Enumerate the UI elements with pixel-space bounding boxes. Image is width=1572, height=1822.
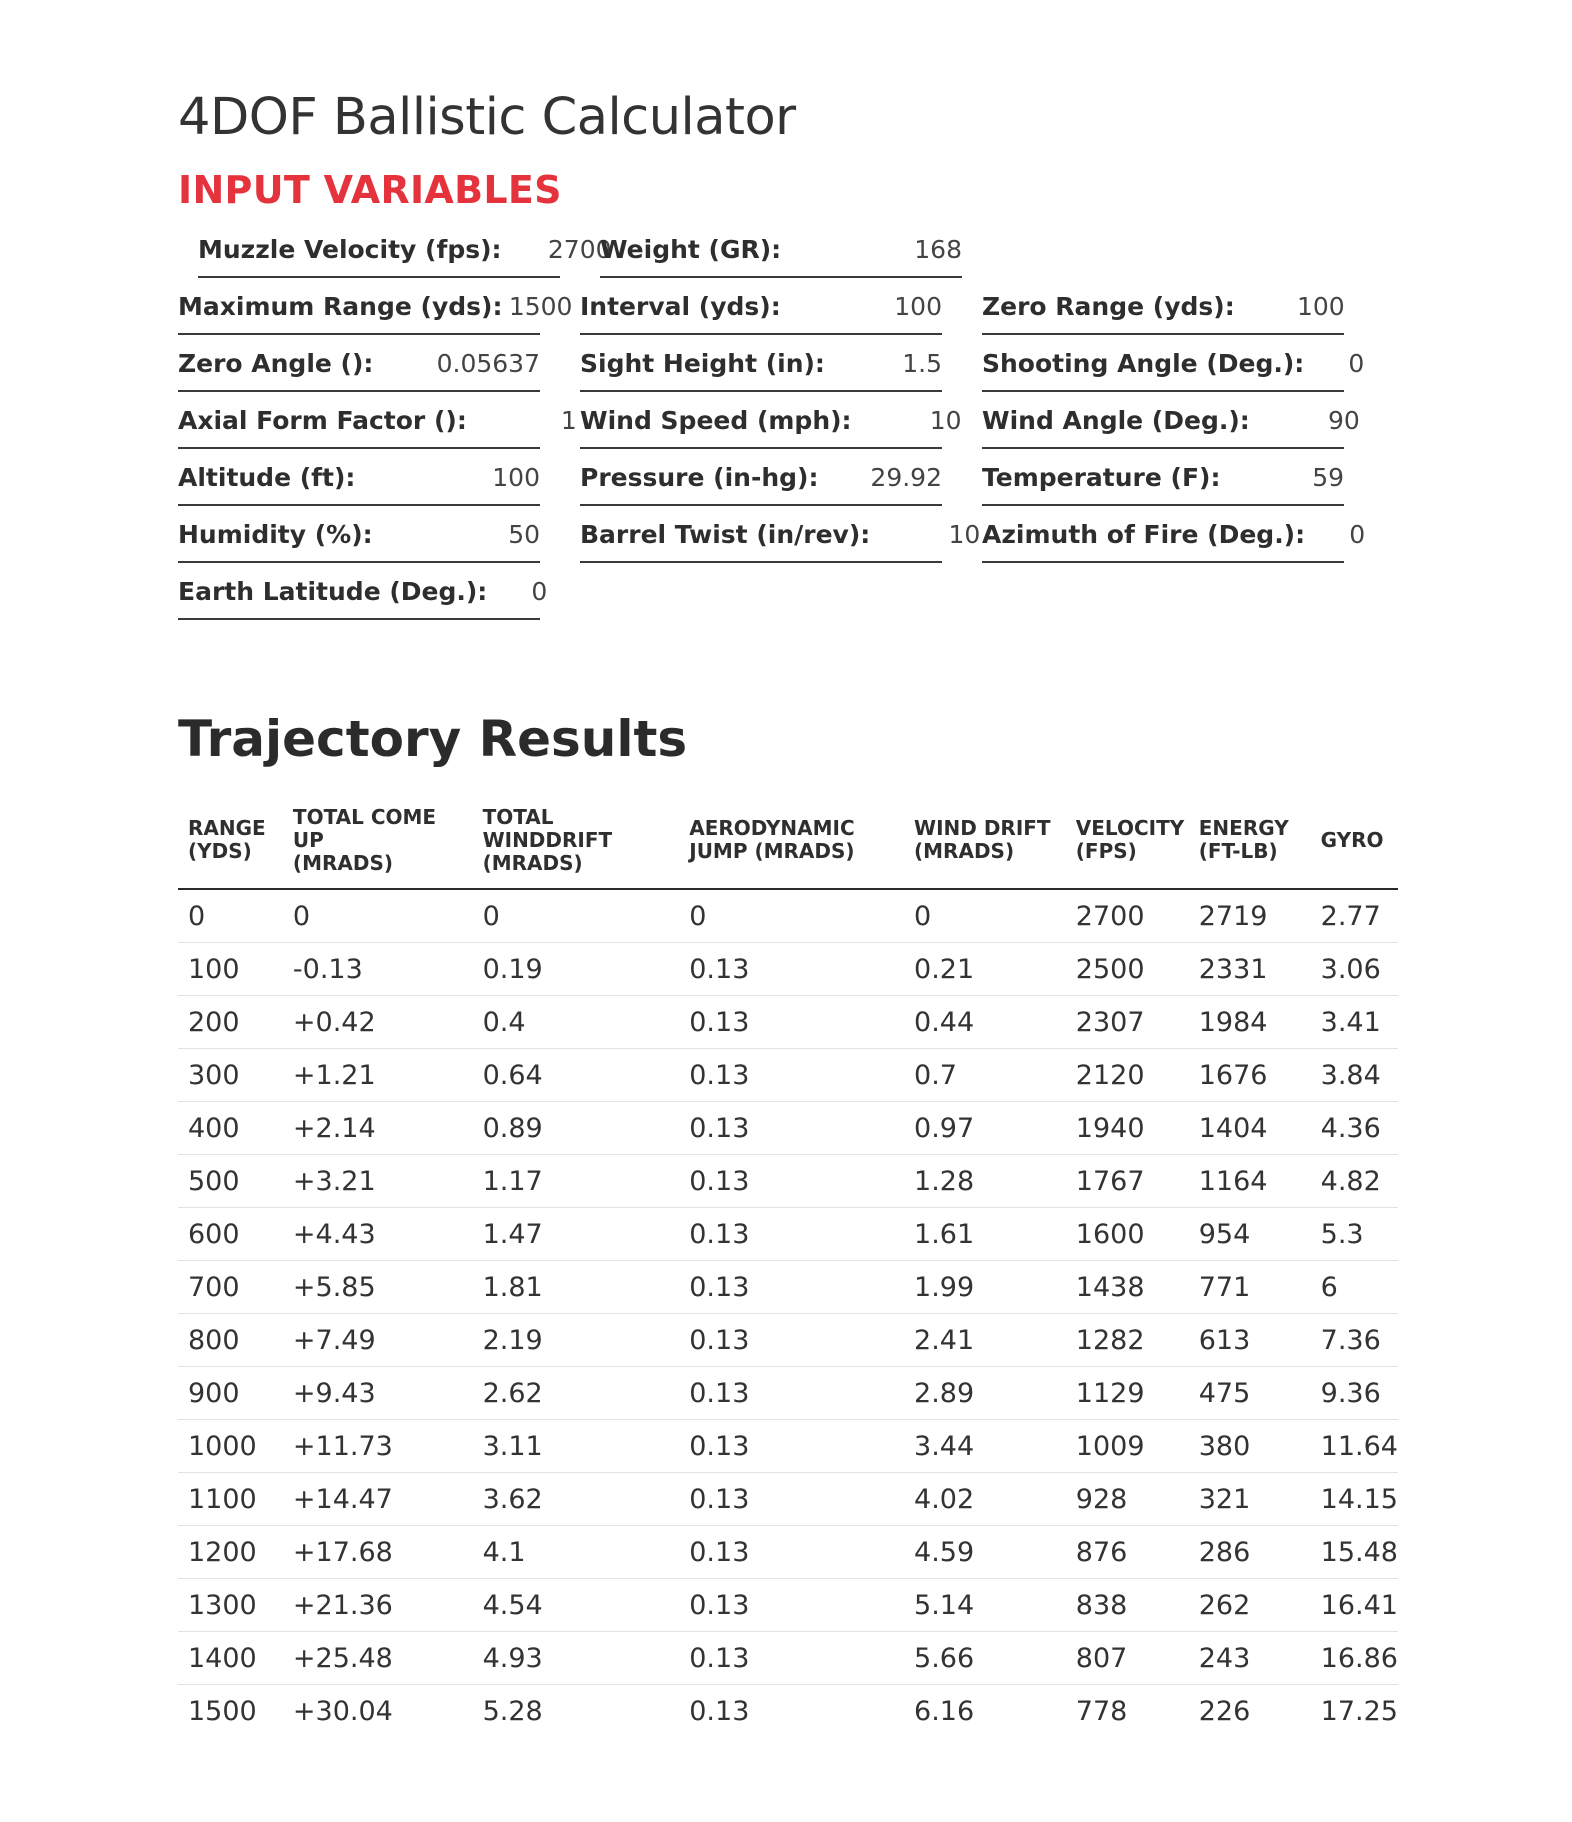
cell-range: 900 bbox=[178, 1367, 283, 1420]
earth-latitude-field bbox=[178, 564, 540, 620]
cell-energy: 613 bbox=[1189, 1314, 1311, 1367]
barrel-twist-input[interactable] bbox=[870, 520, 980, 549]
axial-form-factor-input[interactable] bbox=[467, 406, 577, 435]
cell-total-winddrift: 0.89 bbox=[473, 1102, 680, 1155]
cell-total-winddrift: 2.62 bbox=[473, 1367, 680, 1420]
cell-wind-drift: 3.44 bbox=[904, 1420, 1066, 1473]
cell-gyro: 14.15 bbox=[1311, 1473, 1398, 1526]
cell-gyro: 6 bbox=[1311, 1261, 1398, 1314]
cell-velocity: 928 bbox=[1066, 1473, 1189, 1526]
cell-wind-drift: 1.61 bbox=[904, 1208, 1066, 1261]
cell-aerodynamic-jump: 0.13 bbox=[679, 1526, 904, 1579]
cell-velocity: 2500 bbox=[1066, 943, 1189, 996]
table-row bbox=[178, 1367, 1398, 1420]
cell-velocity: 876 bbox=[1066, 1526, 1189, 1579]
table-row bbox=[178, 1420, 1398, 1473]
wind-speed-field bbox=[580, 393, 942, 449]
shooting-angle-label: Shooting Angle (Deg.): bbox=[982, 348, 1305, 378]
cell-aerodynamic-jump: 0.13 bbox=[679, 943, 904, 996]
trajectory-results-table bbox=[178, 792, 1398, 1737]
wind-speed-input[interactable] bbox=[852, 406, 962, 435]
cell-wind-drift: 0.44 bbox=[904, 996, 1066, 1049]
cell-gyro: 4.36 bbox=[1311, 1102, 1398, 1155]
table-row bbox=[178, 1102, 1398, 1155]
weight-label: Weight (GR): bbox=[600, 234, 782, 264]
cell-total-winddrift: 1.17 bbox=[473, 1155, 680, 1208]
cell-wind-drift: 1.28 bbox=[904, 1155, 1066, 1208]
cell-total-come-up: +25.48 bbox=[283, 1632, 473, 1685]
altitude-label: Altitude (ft): bbox=[178, 462, 356, 492]
sight-height-field bbox=[580, 336, 942, 392]
cell-aerodynamic-jump: 0.13 bbox=[679, 996, 904, 1049]
sight-height-input[interactable] bbox=[832, 349, 942, 378]
cell-total-winddrift: 3.62 bbox=[473, 1473, 680, 1526]
cell-gyro: 3.41 bbox=[1311, 996, 1398, 1049]
zero-angle-field bbox=[178, 336, 540, 392]
cell-range: 600 bbox=[178, 1208, 283, 1261]
humidity-input[interactable] bbox=[430, 520, 540, 549]
sight-height-label: Sight Height (in): bbox=[580, 348, 825, 378]
col-header-velocity: VELOCITY (FPS) bbox=[1066, 792, 1189, 889]
max-range-input[interactable] bbox=[502, 292, 572, 321]
cell-total-come-up: +5.85 bbox=[283, 1261, 473, 1314]
cell-total-winddrift: 4.1 bbox=[473, 1526, 680, 1579]
cell-energy: 1676 bbox=[1189, 1049, 1311, 1102]
cell-range: 1000 bbox=[178, 1420, 283, 1473]
cell-range: 1500 bbox=[188, 1695, 257, 1727]
cell-energy: 262 bbox=[1189, 1579, 1311, 1632]
cell-total-winddrift: 2.19 bbox=[473, 1314, 680, 1367]
zero-range-label: Zero Range (yds): bbox=[982, 291, 1235, 321]
table-row bbox=[178, 1261, 1398, 1314]
cell-gyro: 3.06 bbox=[1311, 943, 1398, 996]
col-header-energy: ENERGY (FT-LB) bbox=[1189, 792, 1311, 889]
earth-latitude-input[interactable] bbox=[487, 577, 547, 606]
col-header-gyro: GYRO bbox=[1311, 792, 1398, 889]
cell-wind-drift: 2.89 bbox=[904, 1367, 1066, 1420]
max-range-field bbox=[178, 279, 540, 335]
cell-velocity: 1767 bbox=[1066, 1155, 1189, 1208]
cell-velocity: 2120 bbox=[1066, 1049, 1189, 1102]
cell-total-come-up: +21.36 bbox=[283, 1579, 473, 1632]
cell-velocity: 807 bbox=[1066, 1632, 1189, 1685]
cell-aerodynamic-jump: 0.13 bbox=[679, 1367, 904, 1420]
pressure-label: Pressure (in-hg): bbox=[580, 462, 819, 492]
cell-energy: 1404 bbox=[1189, 1102, 1311, 1155]
cell-total-winddrift: 5.28 bbox=[482, 1695, 543, 1727]
cell-total-come-up: -0.13 bbox=[283, 943, 473, 996]
cell-range: 700 bbox=[178, 1261, 283, 1314]
table-row bbox=[178, 996, 1398, 1049]
cell-total-winddrift: 4.54 bbox=[473, 1579, 680, 1632]
shooting-angle-input[interactable] bbox=[1304, 349, 1364, 378]
cell-energy: 771 bbox=[1189, 1261, 1311, 1314]
cell-total-come-up: +11.73 bbox=[283, 1420, 473, 1473]
cell-energy: 286 bbox=[1189, 1526, 1311, 1579]
trajectory-results-heading: Trajectory Results bbox=[178, 710, 688, 768]
cell-wind-drift: 1.99 bbox=[904, 1261, 1066, 1314]
interval-label: Interval (yds): bbox=[580, 291, 781, 321]
cell-gyro: 3.84 bbox=[1311, 1049, 1398, 1102]
cell-gyro: 16.86 bbox=[1311, 1632, 1398, 1685]
cell-total-winddrift: 0 bbox=[473, 889, 680, 943]
cell-aerodynamic-jump: 0.13 bbox=[679, 1102, 904, 1155]
cell-total-come-up: +7.49 bbox=[283, 1314, 473, 1367]
cell-gyro: 7.36 bbox=[1311, 1314, 1398, 1367]
interval-input[interactable] bbox=[832, 292, 942, 321]
cell-total-come-up: +9.43 bbox=[283, 1367, 473, 1420]
cell-total-winddrift: 0.19 bbox=[473, 943, 680, 996]
shooting-angle-field bbox=[982, 336, 1344, 392]
cell-total-winddrift: 3.11 bbox=[473, 1420, 680, 1473]
cell-aerodynamic-jump: 0.13 bbox=[679, 1473, 904, 1526]
weight-field bbox=[600, 222, 962, 278]
zero-angle-input[interactable] bbox=[410, 349, 540, 378]
cell-aerodynamic-jump: 0 bbox=[679, 889, 904, 943]
humidity-field bbox=[178, 507, 540, 563]
cell-gyro: 5.3 bbox=[1311, 1208, 1398, 1261]
cell-aerodynamic-jump: 0.13 bbox=[679, 1049, 904, 1102]
cell-total-winddrift: 0.4 bbox=[473, 996, 680, 1049]
input-variables-heading: INPUT VARIABLES bbox=[178, 168, 562, 212]
zero-angle-label: Zero Angle (): bbox=[178, 348, 374, 378]
cell-range: 1100 bbox=[178, 1473, 283, 1526]
earth-latitude-label: Earth Latitude (Deg.): bbox=[178, 576, 488, 606]
cell-energy: 475 bbox=[1189, 1367, 1311, 1420]
altitude-input[interactable] bbox=[430, 463, 540, 492]
cell-wind-drift: 6.16 bbox=[914, 1695, 975, 1727]
cell-velocity: 2700 bbox=[1066, 889, 1189, 943]
temperature-input[interactable] bbox=[1234, 463, 1344, 492]
cell-range: 800 bbox=[178, 1314, 283, 1367]
cell-energy: 1164 bbox=[1189, 1155, 1311, 1208]
cell-energy: 243 bbox=[1189, 1632, 1311, 1685]
cell-gyro: 16.41 bbox=[1311, 1579, 1398, 1632]
table-row bbox=[178, 1473, 1398, 1526]
cell-velocity: 778 bbox=[1075, 1695, 1128, 1727]
cell-energy: 226 bbox=[1198, 1695, 1251, 1727]
table-row bbox=[178, 889, 1398, 943]
wind-speed-label: Wind Speed (mph): bbox=[580, 405, 852, 435]
temperature-field bbox=[982, 450, 1344, 506]
interval-field bbox=[580, 279, 942, 335]
cell-aerodynamic-jump: 0.13 bbox=[679, 1420, 904, 1473]
wind-angle-field bbox=[982, 393, 1344, 449]
cell-range: 0 bbox=[178, 889, 283, 943]
max-range-label: Maximum Range (yds): bbox=[178, 291, 503, 321]
cell-total-winddrift: 4.93 bbox=[473, 1632, 680, 1685]
col-header-total-winddrift: TOTAL WINDDRIFT (MRADS) bbox=[473, 792, 680, 889]
table-row bbox=[178, 943, 1398, 996]
cell-wind-drift: 0 bbox=[904, 889, 1066, 943]
cell-energy: 2719 bbox=[1189, 889, 1311, 943]
cell-total-come-up: +0.42 bbox=[283, 996, 473, 1049]
cell-velocity: 838 bbox=[1066, 1579, 1189, 1632]
cell-total-come-up: +1.21 bbox=[283, 1049, 473, 1102]
table-header-row bbox=[178, 792, 1398, 889]
cell-aerodynamic-jump: 0.13 bbox=[679, 1579, 904, 1632]
col-header-aerodynamic-jump: AERODYNAMIC JUMP (MRADS) bbox=[679, 792, 904, 889]
table-row bbox=[178, 1579, 1398, 1632]
cell-wind-drift: 5.66 bbox=[904, 1632, 1066, 1685]
table-row bbox=[178, 1314, 1398, 1367]
cell-energy: 321 bbox=[1189, 1473, 1311, 1526]
cell-total-come-up: +14.47 bbox=[283, 1473, 473, 1526]
cell-range: 1200 bbox=[178, 1526, 283, 1579]
cell-total-come-up: +3.21 bbox=[283, 1155, 473, 1208]
cell-gyro: 15.48 bbox=[1311, 1526, 1398, 1579]
cell-gyro: 17.25 bbox=[1320, 1695, 1398, 1727]
barrel-twist-field bbox=[580, 507, 942, 563]
table-row bbox=[178, 1155, 1398, 1208]
cell-total-winddrift: 0.64 bbox=[473, 1049, 680, 1102]
axial-form-factor-field bbox=[178, 393, 540, 449]
cell-wind-drift: 4.59 bbox=[904, 1526, 1066, 1579]
table-row bbox=[178, 1208, 1398, 1261]
cell-velocity: 1438 bbox=[1066, 1261, 1189, 1314]
table-row bbox=[178, 1632, 1398, 1685]
cell-total-come-up: +17.68 bbox=[283, 1526, 473, 1579]
cell-aerodynamic-jump: 0.13 bbox=[679, 1314, 904, 1367]
col-header-range: RANGE (YDS) bbox=[178, 792, 283, 889]
cell-velocity: 1282 bbox=[1066, 1314, 1189, 1367]
pressure-input[interactable] bbox=[832, 463, 942, 492]
axial-form-factor-label: Axial Form Factor (): bbox=[178, 405, 467, 435]
cell-range: 200 bbox=[178, 996, 283, 1049]
table-row bbox=[178, 1526, 1398, 1579]
cell-wind-drift: 4.02 bbox=[904, 1473, 1066, 1526]
azimuth-label: Azimuth of Fire (Deg.): bbox=[982, 519, 1306, 549]
cell-range: 1300 bbox=[178, 1579, 283, 1632]
cell-gyro: 2.77 bbox=[1311, 889, 1398, 943]
cell-total-winddrift: 1.47 bbox=[473, 1208, 680, 1261]
barrel-twist-label: Barrel Twist (in/rev): bbox=[580, 519, 871, 549]
cell-velocity: 2307 bbox=[1066, 996, 1189, 1049]
cell-total-come-up: +30.04 bbox=[292, 1695, 393, 1727]
temperature-label: Temperature (F): bbox=[982, 462, 1221, 492]
cell-total-winddrift: 1.81 bbox=[473, 1261, 680, 1314]
cell-total-come-up: +4.43 bbox=[283, 1208, 473, 1261]
cell-energy: 1984 bbox=[1189, 996, 1311, 1049]
cell-gyro: 4.82 bbox=[1311, 1155, 1398, 1208]
wind-angle-label: Wind Angle (Deg.): bbox=[982, 405, 1250, 435]
cell-wind-drift: 0.21 bbox=[904, 943, 1066, 996]
weight-input[interactable] bbox=[852, 235, 962, 264]
cell-range: 100 bbox=[178, 943, 283, 996]
cell-aerodynamic-jump: 0.13 bbox=[679, 1632, 904, 1685]
azimuth-field bbox=[982, 507, 1344, 563]
table-row bbox=[178, 1049, 1398, 1102]
cell-gyro: 9.36 bbox=[1311, 1367, 1398, 1420]
wind-angle-input[interactable] bbox=[1250, 406, 1360, 435]
cell-velocity: 1600 bbox=[1066, 1208, 1189, 1261]
zero-range-field bbox=[982, 279, 1344, 335]
cell-wind-drift: 0.7 bbox=[904, 1049, 1066, 1102]
cell-range: 400 bbox=[178, 1102, 283, 1155]
azimuth-input[interactable] bbox=[1305, 520, 1365, 549]
cell-wind-drift: 0.97 bbox=[904, 1102, 1066, 1155]
page-title: 4DOF Ballistic Calculator bbox=[178, 88, 796, 147]
cell-range: 1400 bbox=[178, 1632, 283, 1685]
cell-total-come-up: 0 bbox=[283, 889, 473, 943]
table-row bbox=[178, 1685, 1398, 1738]
zero-range-input[interactable] bbox=[1235, 292, 1345, 321]
cell-energy: 2331 bbox=[1189, 943, 1311, 996]
cell-aerodynamic-jump: 0.13 bbox=[689, 1695, 750, 1727]
cell-energy: 954 bbox=[1189, 1208, 1311, 1261]
cell-wind-drift: 2.41 bbox=[904, 1314, 1066, 1367]
cell-wind-drift: 5.14 bbox=[904, 1579, 1066, 1632]
pressure-field bbox=[580, 450, 942, 506]
cell-range: 300 bbox=[178, 1049, 283, 1102]
cell-total-come-up: +2.14 bbox=[283, 1102, 473, 1155]
cell-velocity: 1009 bbox=[1066, 1420, 1189, 1473]
col-header-total-come-up: TOTAL COME UP (MRADS) bbox=[283, 792, 473, 889]
altitude-field bbox=[178, 450, 540, 506]
cell-range: 500 bbox=[178, 1155, 283, 1208]
muzzle-velocity-label: Muzzle Velocity (fps): bbox=[198, 234, 502, 264]
cell-aerodynamic-jump: 0.13 bbox=[679, 1261, 904, 1314]
cell-energy: 380 bbox=[1189, 1420, 1311, 1473]
cell-gyro: 11.64 bbox=[1311, 1420, 1398, 1473]
muzzle-velocity-field bbox=[198, 222, 560, 278]
cell-aerodynamic-jump: 0.13 bbox=[679, 1155, 904, 1208]
muzzle-velocity-input[interactable] bbox=[502, 235, 612, 264]
cell-velocity: 1129 bbox=[1066, 1367, 1189, 1420]
col-header-wind-drift: WIND DRIFT (MRADS) bbox=[904, 792, 1066, 889]
cell-aerodynamic-jump: 0.13 bbox=[679, 1208, 904, 1261]
humidity-label: Humidity (%): bbox=[178, 519, 373, 549]
cell-velocity: 1940 bbox=[1066, 1102, 1189, 1155]
